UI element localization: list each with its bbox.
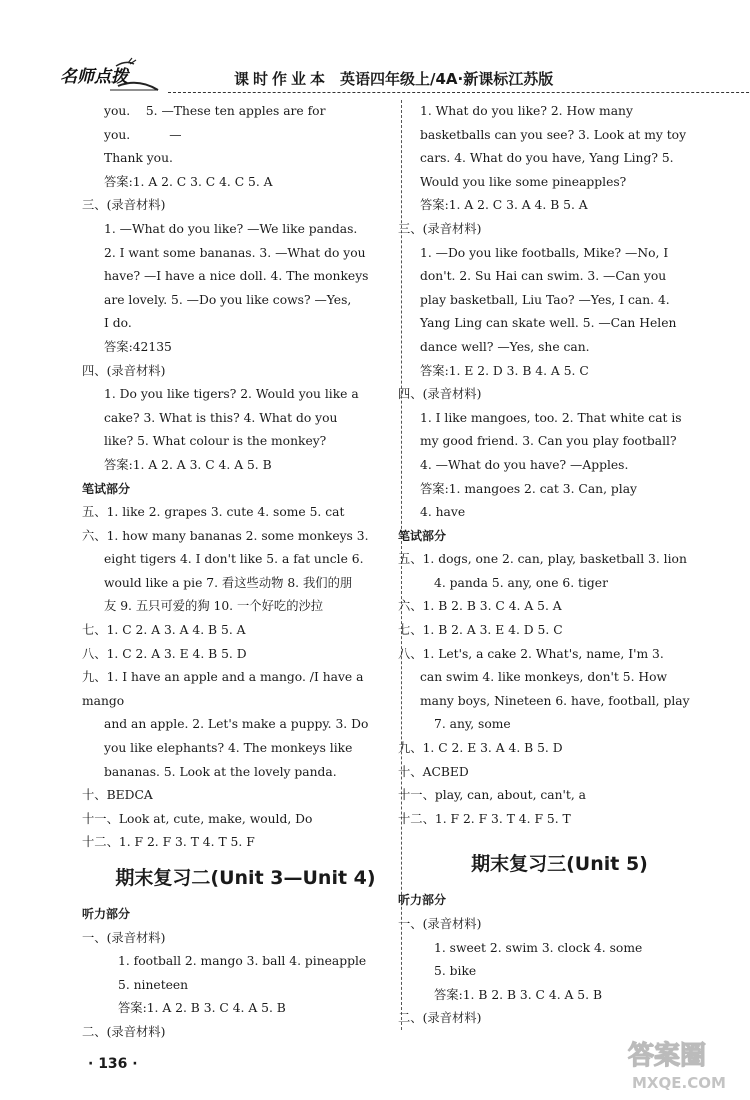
right-column	[398, 100, 699, 1031]
transcript-line: basketballs can you see? 3. Look at my toy	[420, 127, 687, 142]
answer-line: 答案:1. A 2. B 3. C 4. A 5. B	[118, 1001, 286, 1016]
transcript-line: Would you like some pineapples?	[420, 174, 627, 189]
answer-line: 答案:42135	[104, 339, 172, 354]
transcript-line: 5. bike	[434, 964, 477, 979]
section-label: 二、(录音材料)	[82, 1024, 166, 1039]
listening-part-heading: 听力部分	[82, 907, 131, 921]
answer-line: 4. have	[420, 505, 466, 520]
section-label: 一、(录音材料)	[398, 917, 482, 931]
section-label: 二、(录音材料)	[398, 1011, 482, 1026]
svg-text:答案圈: 答案圈	[628, 1041, 707, 1071]
section-label: 四、(录音材料)	[398, 387, 482, 402]
book-title: 课时作业本	[234, 70, 330, 88]
transcript-line: play basketball, Liu Tao? —Yes, I can. 4.	[420, 292, 670, 307]
transcript-line: 1. football 2. mango 3. ball 4. pineapple	[118, 954, 367, 969]
answer-line: 九、1. I have an apple and a mango. /I have a mango	[82, 670, 364, 708]
transcript-line: 1. —Do you like footballs, Mike? —No, I	[420, 245, 669, 260]
answer-line: 六、1. how many bananas 2. some monkeys 3.	[82, 528, 369, 543]
book-subtitle: 英语四年级上/4A·新课标江苏版	[340, 70, 554, 88]
answer-line: 十二、1. F 2. F 3. T 4. F 5. T	[398, 811, 571, 826]
answer-line: 7. any, some	[434, 717, 511, 732]
answer-line: 六、1. B 2. B 3. C 4. A 5. A	[398, 599, 562, 614]
answer-line: 答案:1. A 2. A 3. C 4. A 5. B	[104, 457, 272, 472]
review-3-title: 期末复习三(Unit 5)	[471, 853, 648, 876]
left-column	[82, 100, 387, 1045]
answer-line: 五、1. dogs, one 2. can, play, basketball 3. lion	[398, 552, 687, 567]
answer-line: eight tigers 4. I don't like 5. a fat uncle 6.	[104, 552, 364, 567]
answer-line: 友 9. 五只可爱的狗 10. 一个好吃的沙拉	[104, 599, 324, 614]
transcript-line: my good friend. 3. Can you play football?	[420, 434, 677, 449]
answer-line: 八、1. Let's, a cake 2. What's, name, I'm 3.	[398, 646, 664, 661]
answer-line: and an apple. 2. Let's make a puppy. 3. Do	[104, 717, 369, 732]
answer-line: 八、1. C 2. A 3. E 4. B 5. D	[82, 646, 247, 661]
answer-line: 十一、play, can, about, can't, a	[398, 788, 587, 803]
answer-line: 答案:1. mangoes 2. cat 3. Can, play	[420, 481, 637, 496]
answer-line: 十一、Look at, cute, make, would, Do	[82, 811, 313, 826]
transcript-line: cars. 4. What do you have, Yang Ling? 5.	[420, 151, 674, 166]
section-label: 四、(录音材料)	[82, 363, 166, 378]
intro-line: Thank you.	[104, 151, 173, 166]
review-2-title: 期末复习二(Unit 3—Unit 4)	[115, 867, 376, 889]
transcript-line: have? —I have a nice doll. 4. The monkeys	[104, 269, 369, 284]
answer-line: 答案:1. E 2. D 3. B 4. A 5. C	[420, 363, 589, 378]
svg-text:MXQE.COM: MXQE.COM	[632, 1074, 726, 1092]
answer-line: can swim 4. like monkeys, don't 5. How	[420, 670, 668, 685]
answer-line: 4. panda 5. any, one 6. tiger	[434, 575, 608, 590]
transcript-line: like? 5. What colour is the monkey?	[104, 434, 327, 449]
transcript-line: 1. I like mangoes, too. 2. That white cat is	[420, 410, 682, 425]
answer-line: you like elephants? 4. The monkeys like	[104, 741, 353, 756]
answer-line: bananas. 5. Look at the lovely panda.	[104, 764, 337, 779]
transcript-line: 1. —What do you like? —We like pandas.	[104, 221, 358, 236]
transcript-line: are lovely. 5. —Do you like cows? —Yes,	[104, 292, 352, 307]
section-label: 三、(录音材料)	[82, 198, 166, 213]
transcript-line: cake? 3. What is this? 4. What do you	[104, 410, 338, 425]
answer-line: 七、1. B 2. A 3. E 4. D 5. C	[398, 623, 563, 638]
transcript-line: dance well? —Yes, she can.	[420, 339, 590, 354]
answer-line: 五、1. like 2. grapes 3. cute 4. some 5. cat	[82, 505, 345, 520]
transcript-line: 1. What do you like? 2. How many	[420, 104, 633, 118]
transcript-line: don't. 2. Su Hai can swim. 3. —Can you	[420, 269, 667, 284]
answer-line: 十、ACBED	[398, 764, 469, 779]
written-part-heading: 笔试部分	[82, 481, 131, 496]
header-rule	[168, 92, 750, 93]
answer-line: 九、1. C 2. E 3. A 4. B 5. D	[398, 741, 563, 756]
transcript-line: 1. sweet 2. swim 3. clock 4. some	[434, 940, 643, 955]
answer-line: would like a pie 7. 看这些动物 8. 我们的朋	[104, 575, 353, 590]
answer-line: 答案:1. A 2. C 3. A 4. B 5. A	[420, 198, 588, 213]
written-part-heading: 笔试部分	[398, 528, 447, 543]
page-number: · 136 ·	[88, 1056, 138, 1072]
answer-line: 答案:1. B 2. B 3. C 4. A 5. B	[434, 987, 602, 1002]
section-label: 一、(录音材料)	[82, 930, 166, 945]
answer-line: 十、BEDCA	[82, 788, 153, 803]
page-header	[58, 56, 708, 98]
answer-line: 七、1. C 2. A 3. A 4. B 5. A	[82, 623, 246, 638]
answer-line: 答案:1. A 2. C 3. C 4. C 5. A	[104, 174, 273, 189]
listening-part-heading: 听力部分	[398, 893, 447, 908]
svg-text:名师点拨: 名师点拨	[60, 67, 128, 87]
watermark-logo	[624, 1034, 736, 1094]
brand-logo	[58, 56, 162, 96]
transcript-line: 4. —What do you have? —Apples.	[420, 457, 629, 472]
section-label: 三、(录音材料)	[398, 221, 482, 236]
transcript-line: 2. I want some bananas. 3. —What do you	[104, 245, 366, 260]
answer-line: 十二、1. F 2. F 3. T 4. T 5. F	[82, 835, 255, 850]
transcript-line: 5. nineteen	[118, 977, 189, 992]
transcript-line: I do.	[104, 316, 132, 331]
transcript-line: Yang Ling can skate well. 5. —Can Helen	[420, 316, 677, 331]
intro-line: you. 5. —These ten apples are for you. —	[104, 104, 326, 142]
transcript-line: 1. Do you like tigers? 2. Would you like a	[104, 387, 359, 402]
answer-line: many boys, Nineteen 6. have, football, play	[420, 693, 690, 708]
